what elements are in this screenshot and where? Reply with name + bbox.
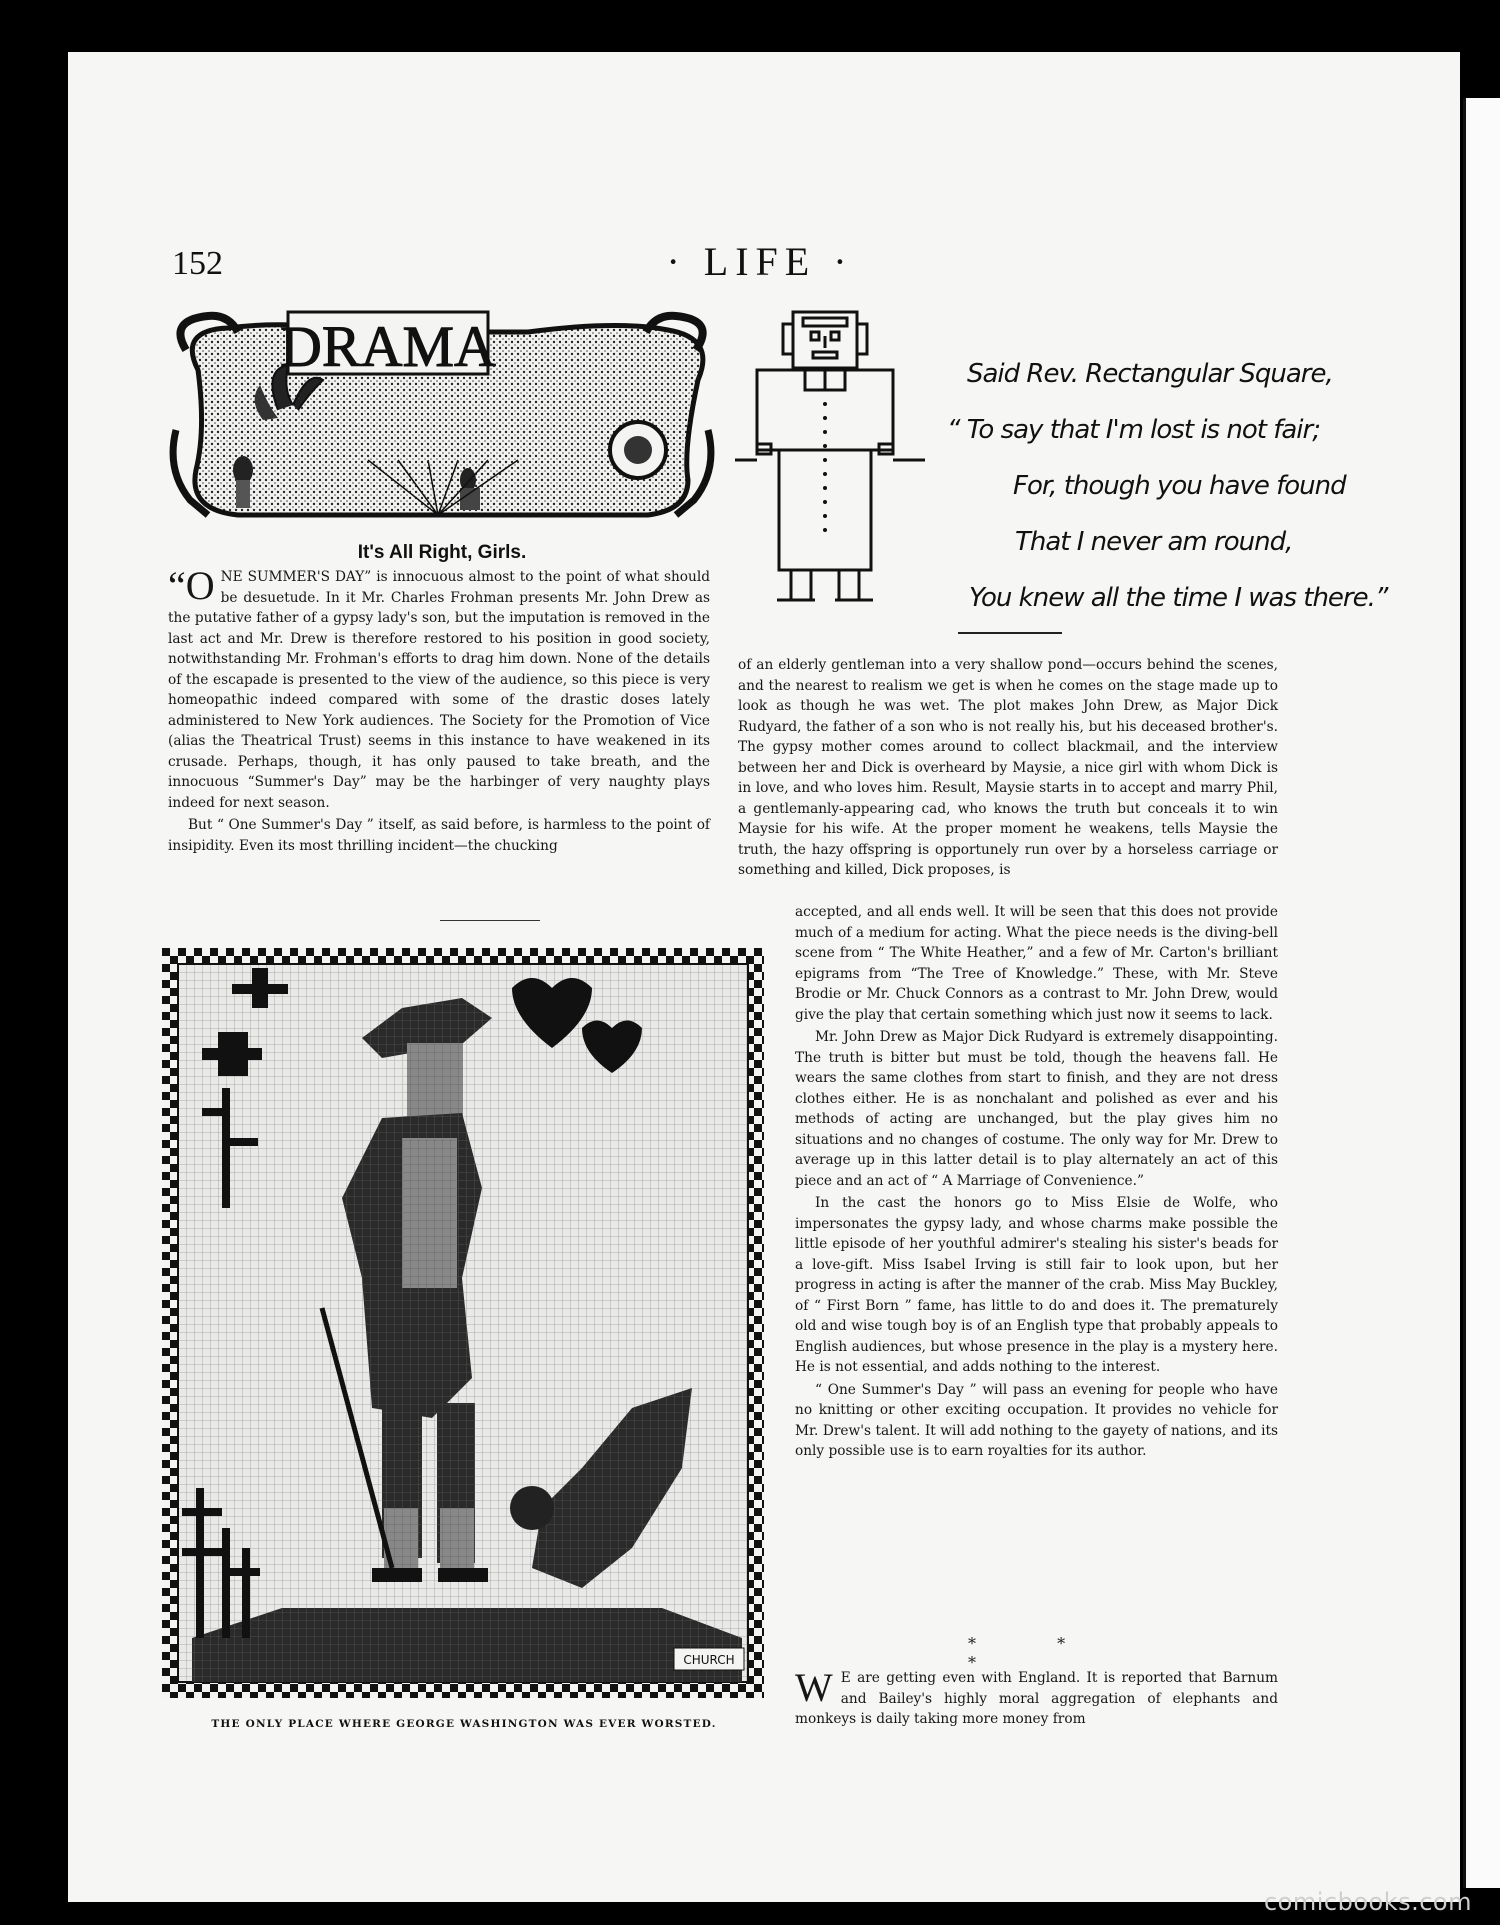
poem-line: For, though you have found (1013, 471, 1346, 501)
drama-title: DRAMA (280, 314, 496, 379)
artist-signature: CHURCH (683, 1653, 735, 1667)
illustration-caption: THE ONLY PLACE WHERE GEORGE WASHINGTON WAS EVER WORSTED. (211, 1718, 717, 1730)
article-paragraph: “ One Summer's Day ” will pass an evening for people who have no knitting or other exciting occupation. It provides no vehicle for Mr. Drew's talent. It will add nothing to the gayety of nations, and its only possible use is to earn royalties for its author. (795, 1381, 1278, 1459)
poem-line: “ To say that I'm lost is not fair; (947, 415, 1320, 445)
article-paragraph: Mr. John Drew as Major Dick Rudyard is extremely disappointing. The truth is bitter but must be told, though the heavens fall. He wears the same clothes from start to finish, and they are not dress clothes either. He is as nonchalant and polished as ever and his methods of acting are unchanged, but the play gives him no situations and no changes of costume. The only way for Mr. Drew to average up in this latter detail is to play alternately an act of this piece and an act of “ A Marriage of Convenience.” (795, 1029, 1278, 1189)
drama-banner-illustration (168, 310, 716, 535)
article-column-right (738, 655, 1278, 883)
lead-smallcaps: NE SUMMER'S DAY” (220, 569, 372, 585)
article-paragraph (795, 1665, 1278, 1730)
paragraph-text: E are getting even with England. It is reported that Barnum and Bailey's highly moral aggregation of elephants and monkeys is daily taking more money from (795, 1670, 1278, 1727)
article-paragraph (168, 563, 710, 813)
paragraph-text: is innocuous almost to the point of what should be desuetude. In it Mr. Charles Frohman presents Mr. John Drew as the putative father of a gypsy lady's son, but the imputation is removed in the last act and Mr. Drew is therefore restored to his position in good society, notwithstanding Mr. Frohman's efforts to drag him down. None of the details of the escapade is presented to the view of the audience, so this piece is very homeopathic indeed compared with some of the drastic doses lately administered to New York audiences. The Society for the Promotion of Vice (alias the Theatrical Trust) seems in this instance to have weakened in its crusade. Perhaps, though, it has only paused to take breath, and the innocuous “Summer's Day” may be the harbinger of very naughty plays indeed for next season. (168, 569, 710, 811)
article-paragraph: But “ One Summer's Day ” itself, as said before, is harmless to the point of insipidity. Even its most thrilling incident—the chucking (168, 817, 710, 854)
page-number: 152 (172, 245, 223, 282)
article-column-left (168, 563, 710, 858)
article-paragraph: of an elderly gentleman into a very shallow pond—occurs behind the scenes, and the nearest to realism we get is when he comes on the stage made up to look as though he was wet. The plot makes John Drew, as Major Dick Rudyard, the father of a son who is not really his, but his deceased brother's. The gypsy mother comes around to collect blackmail, and the interview between her and Dick is overheard by Maysie, a nice girl with whom Dick is in love, and who loves him. Result, Maysie starts in to accept and marry Phil, a gentlemanly-appearing cad, who knows the truth but conceals it to win Maysie for his wife. At the proper moment he weakens, tells Maysie the truth, the hazy offspring is opportunely run over by a horseless carriage or something and killed, Dick proposes, is (738, 657, 1278, 878)
poem-line: That I never am round, (1015, 527, 1293, 557)
article-paragraph: accepted, and all ends well. It will be seen that this does not provide much of a medium for acting. What the piece needs is the diving-bell scene from “ The White Heather,” and a few of Mr. Carton's brilliant epigrams from “The Tree of Knowledge.” These, with Mr. Steve Brodie or Mr. Chuck Connors as a contrast to Mr. John Drew, would give the play that certain something which just now it seems to lack. (795, 904, 1278, 1023)
article-column-right-narrow (795, 902, 1278, 1464)
poem-line: You knew all the time I was there.” (969, 583, 1388, 613)
facing-page-edge (1463, 98, 1500, 1888)
poem-divider (958, 632, 1062, 634)
section-divider (440, 920, 540, 921)
watermark: comicbooks.com (1263, 1888, 1472, 1916)
drop-cap: “O (168, 563, 215, 608)
masthead: · LIFE · (666, 239, 854, 284)
washington-needlework-illustration (162, 948, 764, 1698)
rectangular-square-figure (735, 308, 927, 620)
next-article (795, 1665, 1278, 1732)
poem (945, 346, 1388, 626)
section-stars: * * * (968, 1634, 1104, 1672)
poem-line: Said Rev. Rectangular Square, (967, 359, 1333, 389)
article-title: It's All Right, Girls. (357, 542, 527, 563)
drop-cap: W (795, 1665, 833, 1710)
article-paragraph: In the cast the honors go to Miss Elsie de Wolfe, who impersonates the gypsy lady, and whose charms make possible the little episode of her youthful admirer's stealing his sister's beads for a love-gift. Miss Isabel Irving is still fair to look upon, but her progress in acting is after the manner of the crab. Miss May Buckley, of “ First Born ” fame, has little to do and does it. The prematurely old and wise tough boy is of an English type that probably appeals to English audiences, but whose presence in the play is a mystery here. He is not essential, and adds nothing to the interest. (795, 1195, 1278, 1375)
